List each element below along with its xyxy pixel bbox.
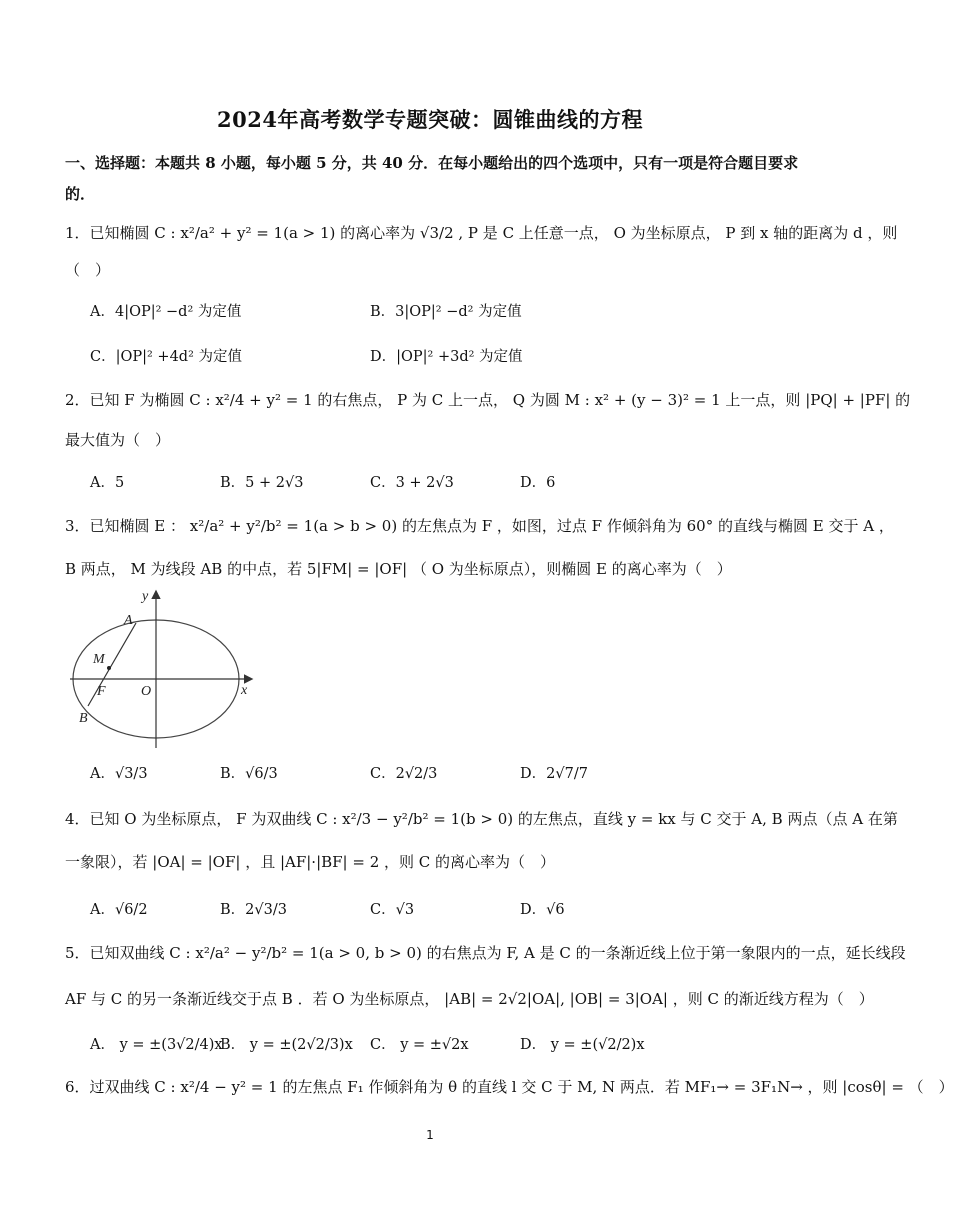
question-3-option-b: B．√6/3 xyxy=(220,766,278,782)
label-o: O xyxy=(141,684,152,699)
question-5-option-a: A． y = ±(3√2/4)x xyxy=(90,1037,223,1053)
question-1-option-d: D．|OP|² +3d² 为定值 xyxy=(370,349,523,365)
question-5-option-d: D． y = ±(√2/2)x xyxy=(520,1037,645,1053)
question-3-option-c: C．2√2/3 xyxy=(370,766,438,782)
question-3-line1: 3．已知椭圆 E ： x²/a² + y²/b² = 1(a > b > 0) 的左焦点为 F ，如图，过点 F 作倾斜角为 60° 的直线与椭圆 E 交于 A ， xyxy=(65,517,894,535)
label-b: B xyxy=(79,711,88,726)
question-2-option-a: A．5 xyxy=(90,475,125,491)
label-x: x xyxy=(241,683,248,698)
label-a: A xyxy=(124,613,133,628)
question-4-option-a: A．√6/2 xyxy=(90,902,148,918)
question-5-line2: AF 与 C 的另一条渐近线交于点 B ．若 O 为坐标原点， |AB| = 2√2|OA|, |OB| = 3|OA| ，则 C 的渐近线方程为（ ） xyxy=(65,990,874,1008)
ellipse-figure xyxy=(66,588,256,753)
question-4-line1: 4．已知 O 为坐标原点， F 为双曲线 C : x²/3 − y²/b² = 1(b > 0) 的左焦点，直线 y = kx 与 C 交于 A, B 两点（点 A 在第 xyxy=(65,810,898,828)
question-2-option-b: B．5 + 2√3 xyxy=(220,475,304,491)
question-1-line1: 1．已知椭圆 C : x²/a² + y² = 1(a > 1) 的离心率为 √3/2 , P 是 C 上任意一点， O 为坐标原点， P 到 x 轴的距离为 d ，则 xyxy=(65,224,898,242)
question-2-option-c: C．3 + 2√3 xyxy=(370,475,454,491)
question-4-option-b: B．2√3/3 xyxy=(220,902,287,918)
question-1-option-b: B．3|OP|² −d² 为定值 xyxy=(370,304,522,320)
question-2-line1: 2．已知 F 为椭圆 C : x²/4 + y² = 1 的右焦点， P 为 C 上一点， Q 为圆 M : x² + (y − 3)² = 1 上一点，则 |PQ| + |PF| 的 xyxy=(65,391,911,409)
question-4-option-c: C．√3 xyxy=(370,902,415,918)
question-2-option-d: D．6 xyxy=(520,475,556,491)
label-m: M xyxy=(93,652,105,667)
question-5-option-b: B． y = ±(2√2/3)x xyxy=(220,1037,353,1053)
label-f: F xyxy=(97,684,106,699)
page-number: 1 xyxy=(426,1128,434,1142)
question-5-option-c: C． y = ±√2x xyxy=(370,1037,469,1053)
midpoint-m xyxy=(107,666,111,670)
page-title: 2024年高考数学专题突破：圆锥曲线的方程 xyxy=(217,107,643,132)
question-2-line2: 最大值为（ ） xyxy=(65,431,171,449)
question-3-option-a: A．√3/3 xyxy=(90,766,148,782)
question-3-option-d: D．2√7/7 xyxy=(520,766,588,782)
question-3-line2: B 两点， M 为线段 AB 的中点，若 5|FM| = |OF| （ O 为坐标原点），则椭圆 E 的离心率为（ ） xyxy=(65,560,732,578)
question-6-line1: 6．过双曲线 C : x²/4 − y² = 1 的左焦点 F₁ 作倾斜角为 θ 的直线 l 交 C 于 M, N 两点．若 MF₁→ = 3F₁N→ ，则 |cosθ| = （ ） xyxy=(65,1078,954,1096)
question-4-option-d: D．√6 xyxy=(520,902,565,918)
section-heading-line1: 一、选择题：本题共 8 小题，每小题 5 分，共 40 分．在每小题给出的四个选项中，只有一项是符合题目要求 xyxy=(65,154,799,172)
section-heading-line2: 的． xyxy=(65,185,96,203)
question-4-line2: 一象限），若 |OA| = |OF| ，且 |AF|·|BF| = 2 ，则 C 的离心率为（ ） xyxy=(65,853,556,871)
question-5-line1: 5．已知双曲线 C : x²/a² − y²/b² = 1(a > 0, b > 0) 的右焦点为 F, A 是 C 的一条渐近线上位于第一象限内的一点，延长线段 xyxy=(65,944,906,962)
label-y: y xyxy=(142,589,149,604)
question-1-option-a: A．4|OP|² −d² 为定值 xyxy=(90,304,242,320)
question-1-line2: （ ） xyxy=(65,261,111,279)
question-1-option-c: C．|OP|² +4d² 为定值 xyxy=(90,349,243,365)
